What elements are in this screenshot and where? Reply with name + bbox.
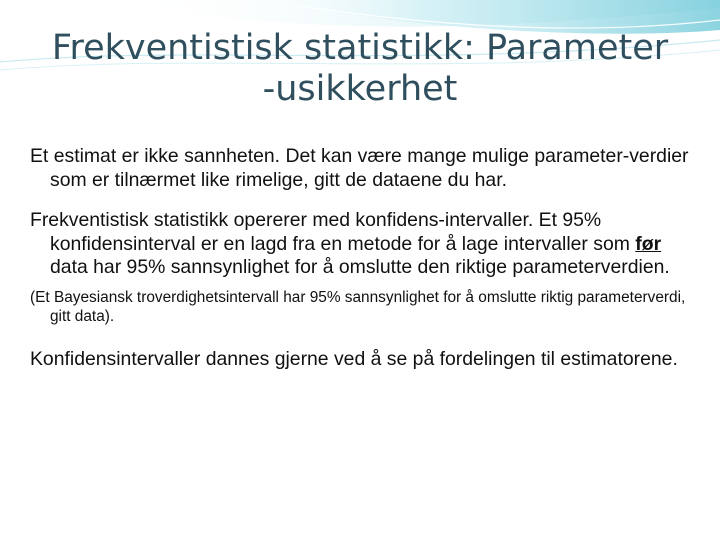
paragraph-estimate: Et estimat er ikke sannheten. Det kan være mange mulige parameter-verdier som er tilnærmet like rimelige, gitt de dataene du har.	[30, 145, 689, 191]
slide-title	[20, 28, 700, 111]
title-line-1: Frekventistisk statistikk: Parameter	[51, 28, 669, 68]
paragraph-bayesian-note: (Et Bayesiansk troverdighetsintervall har 95% sannsynlighet for å omslutte riktig parameterverdi, gitt data).	[30, 289, 686, 326]
title-line-2: -usikkerhet	[262, 69, 458, 110]
slide-body	[30, 145, 700, 372]
paragraph-estimator-distribution: Konfidensintervaller dannes gjerne ved å se på fordelingen til estimatorene.	[30, 348, 678, 371]
paragraph-confidence-interval-text-b: data har 95% sannsynlighet for å omslutte den riktige parameterverdien.	[50, 256, 670, 279]
paragraph-confidence-interval	[30, 209, 700, 281]
emphasized-word-before: før	[635, 232, 662, 255]
paragraph-confidence-interval-text-a: Frekventistisk statistikk opererer med konfidens-intervaller. Et 95% konfidensinterval er en lagd fra en metode for å lage intervaller som	[30, 208, 636, 255]
